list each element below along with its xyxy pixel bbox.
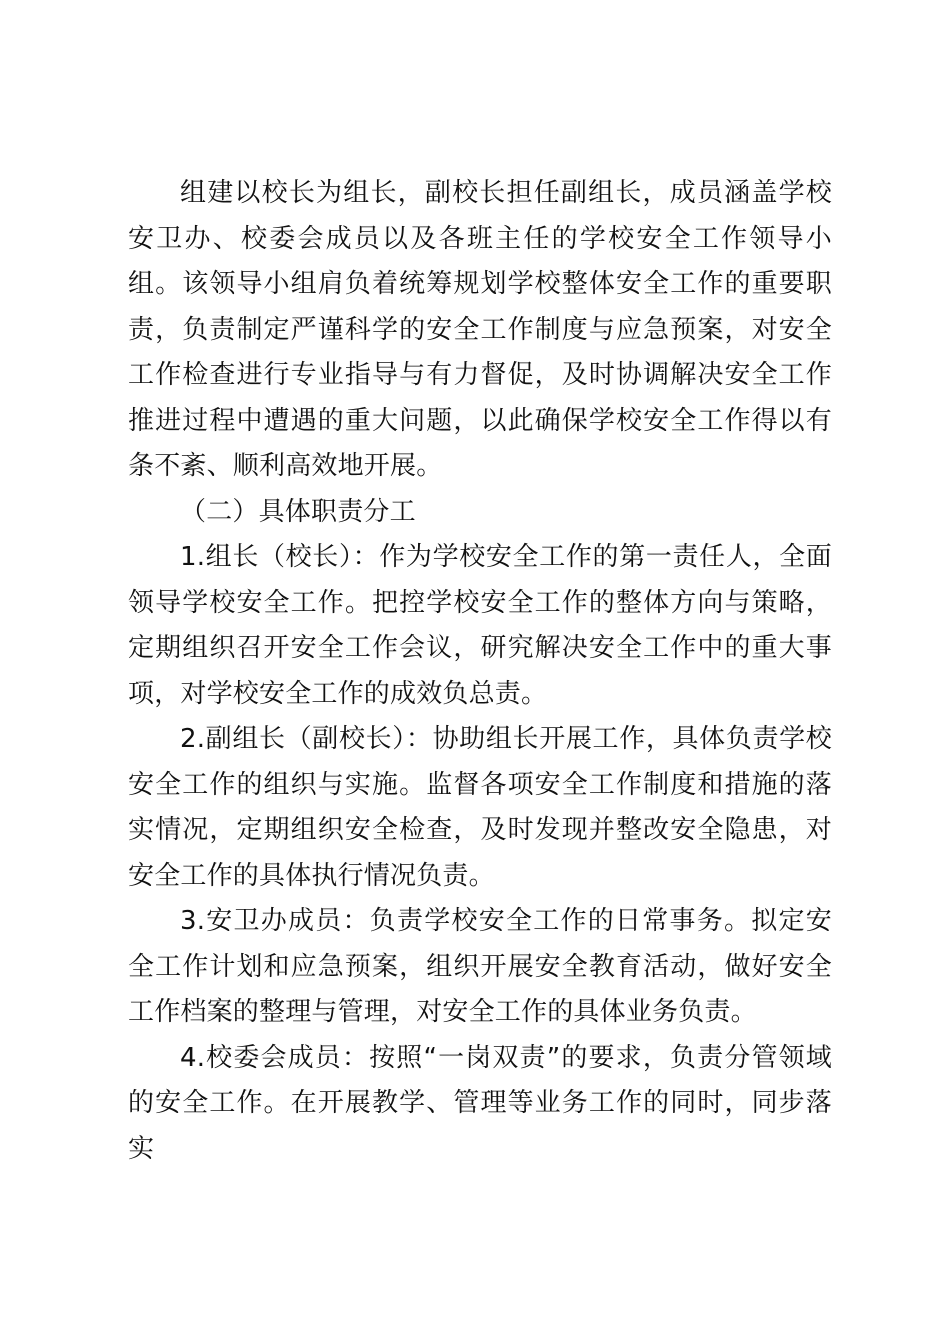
paragraph-leadership-group: 组建以校长为组长，副校长担任副组长，成员涵盖学校安卫办、校委会成员以及各班主任的学校安全工作领导小组。该领导小组肩负着统筹规划学校整体安全工作的重要职责，负责制定严谨科学的安全工作制度与应急预案，对安全工作检查进行专业指导与有力督促，及时协调解决安全工作推进过程中遭遇的重大问题，以此确保学校安全工作得以有条不紊、顺利高效地开展。: [128, 178, 832, 481]
document-body: [128, 171, 832, 1172]
paragraph-duty-school-committee: 4.校委会成员：按照“一岗双责”的要求，负责分管领域的安全工作。在开展教学、管理等业务工作的同时，同步落实: [128, 1042, 832, 1164]
paragraph-duty-deputy-leader: 2.副组长（副校长）：协助组长开展工作，具体负责学校安全工作的组织与实施。监督各项安全工作制度和措施的落实情况，定期组织安全检查，及时发现并整改安全隐患，对安全工作的具体执行情况负责。: [128, 724, 832, 891]
section-heading-duties: （二）具体职责分工: [180, 496, 416, 527]
paragraph-duty-security-office: 3.安卫办成员：负责学校安全工作的日常事务。拟定安全工作计划和应急预案，组织开展安全教育活动，做好安全工作档案的整理与管理，对安全工作的具体业务负责。: [128, 906, 832, 1027]
paragraph-duty-leader: 1.组长（校长）：作为学校安全工作的第一责任人，全面领导学校安全工作。把控学校安全工作的整体方向与策略，定期组织召开安全工作会议，研究解决安全工作中的重大事项，对学校安全工作的成效负总责。: [128, 542, 832, 709]
